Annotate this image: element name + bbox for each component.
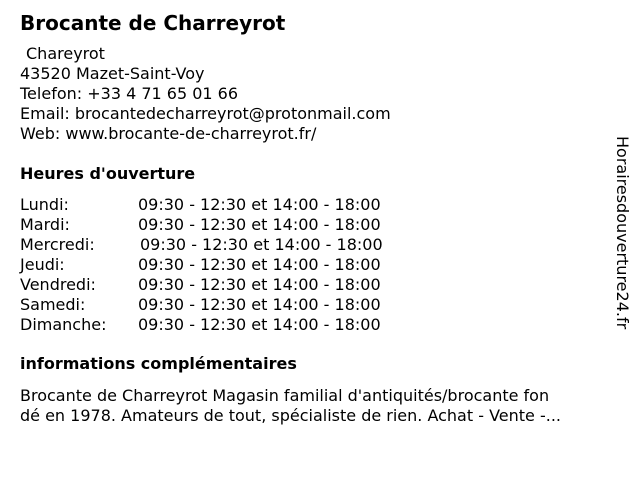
hours-row-saturday (20, 295, 440, 315)
time-range: 09:30 - 12:30 et 14:00 - 18:00 (138, 275, 381, 294)
hours-row-friday (20, 275, 440, 295)
day-label: Lundi: (20, 195, 69, 214)
site-watermark: Horairesdouverture24.fr (613, 136, 632, 330)
address-line-1: Chareyrot (26, 44, 105, 63)
info-heading: informations complémentaires (20, 354, 297, 373)
day-label: Mercredi: (20, 235, 95, 254)
time-range: 09:30 - 12:30 et 14:00 - 18:00 (138, 255, 381, 274)
description-line-2: dé en 1978. Amateurs de tout, spécialiste de rien. Achat - Vente -... (20, 406, 561, 425)
business-name: Brocante de Charreyrot (20, 11, 286, 35)
website-text: Web: www.brocante-de-charreyrot.fr/ (20, 124, 317, 143)
hours-row-sunday (20, 315, 440, 335)
day-label: Dimanche: (20, 315, 107, 334)
time-range: 09:30 - 12:30 et 14:00 - 18:00 (138, 195, 381, 214)
time-range: 09:30 - 12:30 et 14:00 - 18:00 (138, 315, 381, 334)
description-line-1: Brocante de Charreyrot Magasin familial d'antiquités/brocante fon (20, 386, 550, 405)
description-text (20, 386, 620, 426)
address-line-2: 43520 Mazet-Saint-Voy (20, 64, 205, 83)
time-range: 09:30 - 12:30 et 14:00 - 18:00 (138, 295, 381, 314)
hours-row-wednesday (20, 235, 440, 255)
hours-table (20, 195, 440, 335)
email-text: Email: brocantedecharreyrot@protonmail.com (20, 104, 391, 123)
day-label: Vendredi: (20, 275, 96, 294)
hours-row-tuesday (20, 215, 440, 235)
hours-row-thursday (20, 255, 440, 275)
contact-block (20, 44, 391, 144)
day-label: Mardi: (20, 215, 70, 234)
phone-text: Telefon: +33 4 71 65 01 66 (20, 84, 239, 103)
time-range: 09:30 - 12:30 et 14:00 - 18:00 (138, 215, 381, 234)
time-range: 09:30 - 12:30 et 14:00 - 18:00 (140, 235, 383, 254)
day-label: Jeudi: (20, 255, 65, 274)
hours-heading: Heures d'ouverture (20, 164, 196, 183)
hours-row-monday (20, 195, 440, 215)
day-label: Samedi: (20, 295, 86, 314)
